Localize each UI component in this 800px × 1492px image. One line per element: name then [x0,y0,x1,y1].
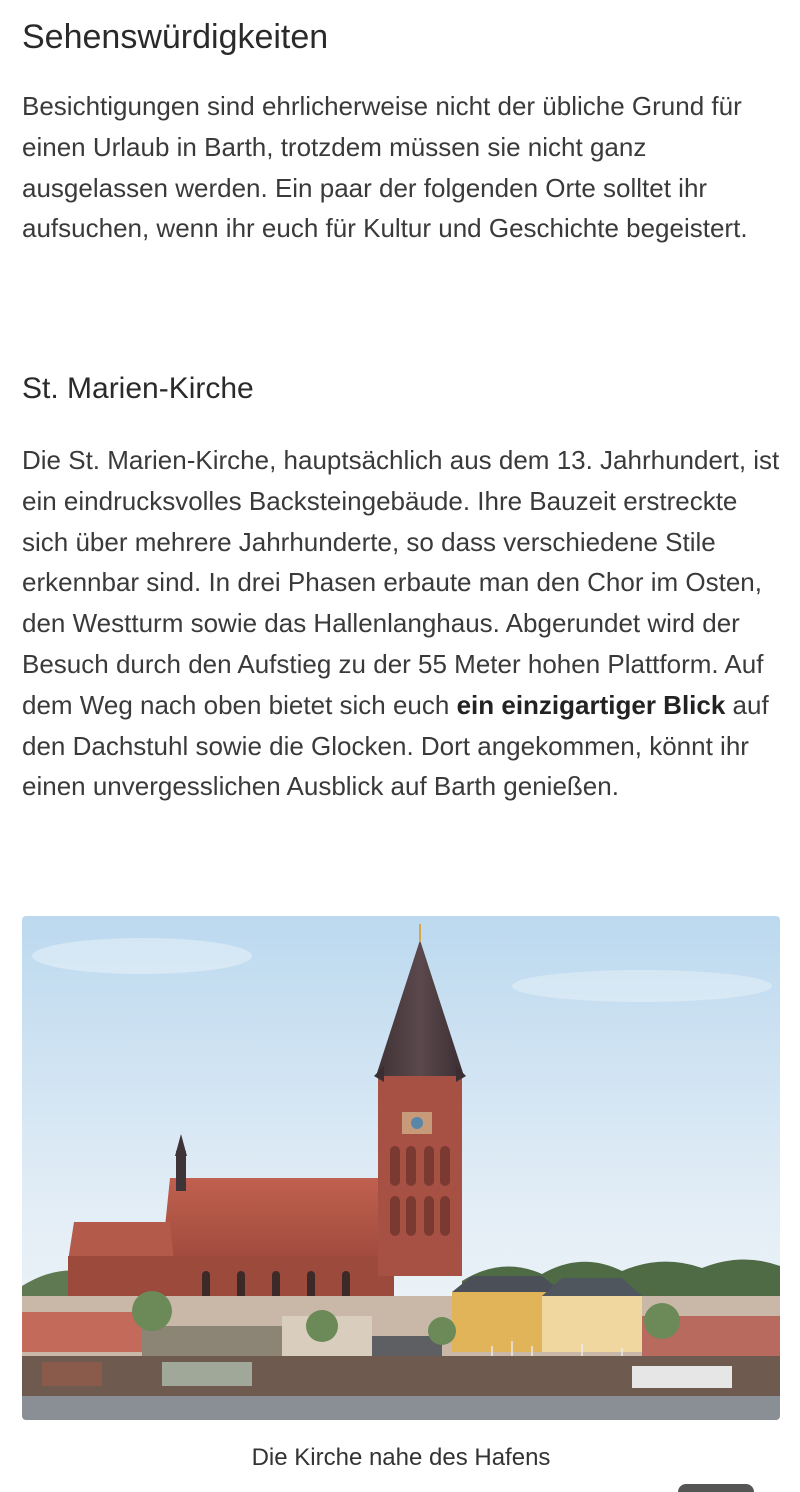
intro-paragraph: Besichtigungen sind ehrlicherweise nicht der übliche Grund für einen Urlaub in Barth, trotzdem müssen sie nicht ganz ausgelassen werden. Ein paar der folgenden Orte solltet ihr aufsuchen, wenn ihr euch für Kultur und Geschichte begeistert. [22,91,748,244]
paragraph-bold-text: ein einzigartiger Blick [456,689,726,720]
paragraph-text-after: auf den Dachstuhl sowie die Glocken. Dort angekommen, könnt ihr einen unvergesslichen Ausblick auf Barth genießen. [22,689,769,802]
church-photo [22,916,780,1420]
figure-caption: Die Kirche nahe des Hafens [251,1444,551,1471]
church-paragraph [22,440,780,807]
paragraph-text-before: Die St. Marien-Kirche, hauptsächlich aus dem 13. Jahrhundert, ist ein eindrucksvolles Backsteingebäude. Ihre Bauzeit erstreckte sich über mehrere Jahrhunderte, so dass verschiedene Stile erkennbar sind. In drei Phasen erbaute man den Chor im Osten, den Westturm sowie das Hallenlanghaus. Abgerundet wird der Besuch durch den Aufstieg zu der 55 Meter hohen Plattform. Auf dem Weg nach oben bietet sich euch [22,445,780,720]
floating-tab-handle[interactable] [678,1484,754,1492]
church-illustration [22,916,780,1420]
subsection-heading: St. Marien-Kirche [22,372,254,405]
section-heading: Sehenswürdigkeiten [22,18,329,56]
